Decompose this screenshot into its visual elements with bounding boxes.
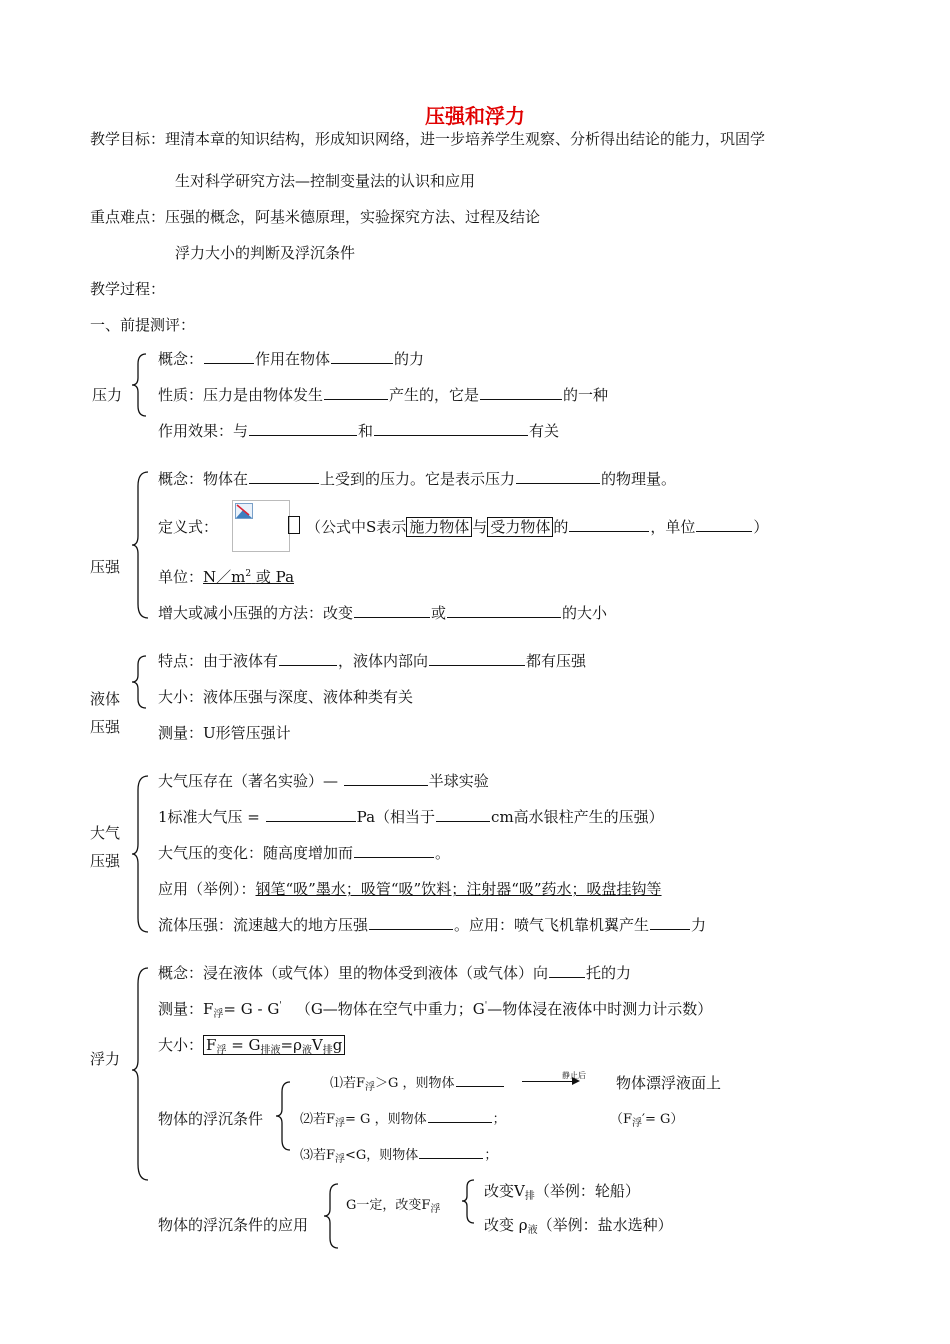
cond2-a: ⑵若F <box>300 1112 336 1127</box>
cond2-e: ′= G） <box>642 1112 684 1127</box>
cond3-c: ； <box>484 1148 498 1163</box>
pressure-method-c: 的大小 <box>562 604 608 622</box>
cond3-a: ⑶若F <box>300 1148 336 1163</box>
liquid-size: 大小：液体压强与深度、液体种类有关 <box>158 688 414 706</box>
pf-effect-a: 作用效果：与 <box>158 422 249 440</box>
brace-pressure <box>132 470 154 620</box>
cond2-row <box>300 1108 506 1129</box>
formula-image-placeholder <box>232 500 290 552</box>
cond3-b: <G，则物体 <box>345 1148 419 1163</box>
buoyancy-label: 浮力 <box>90 1050 121 1068</box>
blank-field[interactable] <box>249 469 319 484</box>
pressure-def-and: 与 <box>472 518 488 536</box>
pf-concept-row <box>158 348 424 369</box>
pf-nature-b: 产生的，它是 <box>389 386 480 404</box>
atmos-std-a: 1标准大气压 = <box>158 808 260 826</box>
blank-field[interactable] <box>569 517 649 532</box>
measure-sup: ' <box>279 1001 282 1011</box>
pressure-concept-c: 的物理量。 <box>601 470 677 488</box>
fluid-b: 。应用：喷气飞机靠机翼产生 <box>454 916 650 934</box>
measure-d: —物体浸在液体中时测力计示数） <box>487 1000 713 1018</box>
cond1-result: 物体漂浮液面上 <box>616 1074 722 1092</box>
fluid-a: 流体压强：流速越大的地方压强 <box>158 916 369 934</box>
blank-field[interactable] <box>374 421 528 436</box>
formula-sub3: 液 <box>301 1045 312 1056</box>
atmos-label-1: 大气 <box>90 824 121 842</box>
formula-mid: = G <box>226 1036 261 1054</box>
cond2-sub2: 浮 <box>632 1118 643 1129</box>
brace-liquid <box>132 654 152 710</box>
pf-concept-a: 概念： <box>158 350 204 368</box>
atmos-exist-a: 大气压存在（著名实验）— <box>158 772 339 790</box>
brace-conditions <box>276 1080 294 1152</box>
atmos-label-2: 压强 <box>90 852 121 870</box>
cond-label: 物体的浮沉条件 <box>158 1110 264 1128</box>
blank-field[interactable] <box>354 603 430 618</box>
blank-field[interactable] <box>696 517 752 532</box>
liquid-feature-a: 特点：由于液体有 <box>158 652 279 670</box>
change1-b: （举例：轮船） <box>534 1182 640 1200</box>
key-points-line1 <box>90 206 540 227</box>
brace-pressure-force <box>132 352 152 418</box>
pressure-method-b: 或 <box>431 604 447 622</box>
pressure-concept-b: 上受到的压力。它是表示压力 <box>320 470 516 488</box>
liquid-label-1: 液体 <box>90 690 121 708</box>
formula-v: V <box>311 1036 323 1054</box>
unit-n-per-m: N／m <box>203 568 246 586</box>
change-v-row <box>484 1180 640 1202</box>
formula-g: g <box>332 1036 343 1054</box>
cond1-row <box>330 1072 505 1093</box>
liquid-feature-row <box>158 650 586 671</box>
fluid-c: 力 <box>691 916 707 934</box>
cond2-b: = G ，则物体 <box>345 1112 427 1127</box>
pressure-def-e: ） <box>753 518 769 536</box>
cond1-a: ⑴若F <box>330 1076 366 1091</box>
atmos-app-label: 应用（举例）： <box>158 880 256 898</box>
goals-label: 教学目标： <box>90 130 166 148</box>
atmos-app-value: 钢笔“吸”墨水；吸管“吸”饮料；注射器“吸”药水；吸盘挂钩等 <box>255 880 662 898</box>
formula-eq: =ρ <box>280 1036 302 1054</box>
broken-image-icon <box>235 503 253 519</box>
blank-field[interactable] <box>549 963 585 978</box>
brace-application-sub <box>462 1178 478 1226</box>
atmos-change-a: 大气压的变化：随高度增加而 <box>158 844 354 862</box>
blank-field[interactable] <box>354 843 434 858</box>
pressure-unit-row <box>158 566 294 587</box>
atmos-std-c: cm高水银柱产生的压强） <box>491 808 664 826</box>
process-label: 教学过程： <box>90 280 166 298</box>
key-points-text-1: 压强的概念，阿基米德原理，实验探究方法、过程及结论 <box>165 208 541 226</box>
change2-b: （举例：盐水选种） <box>537 1216 673 1234</box>
cond2-sub: 浮 <box>335 1118 346 1129</box>
blank-field[interactable] <box>480 385 562 400</box>
blank-field[interactable] <box>650 915 690 930</box>
pressure-label: 压强 <box>90 558 121 576</box>
key-points-label: 重点难点： <box>90 208 166 226</box>
pressure-def-a: （公式中S表示 <box>306 518 407 536</box>
application-label: 物体的浮沉条件的应用 <box>158 1216 309 1234</box>
buoyancy-concept-row <box>158 962 631 983</box>
blank-field[interactable] <box>344 771 428 786</box>
change1-a: 改变V <box>484 1182 525 1200</box>
pf-nature-row <box>158 384 608 405</box>
liquid-feature-b: ，液体内部向 <box>338 652 429 670</box>
blank-field[interactable] <box>447 603 561 618</box>
formula-sub4: 排 <box>322 1045 333 1056</box>
arrow-line <box>522 1081 574 1082</box>
change1-sub: 排 <box>524 1191 535 1202</box>
pressure-def-row <box>306 516 768 537</box>
applier-object-box: 施力物体 <box>406 517 472 537</box>
atmos-standard-row <box>158 806 664 827</box>
buoyancy-measure-row: 测量：$F_浮= G - G'$ （G—物体在空气中重力；G'—物体浸在液体中时测力计示数） <box>158 1000 713 1020</box>
atmos-std-b: Pa（相当于 <box>356 808 436 826</box>
buoyancy-size-row <box>158 1034 345 1056</box>
measure-c: （G—物体在空气中重力；G <box>295 1000 485 1018</box>
blank-field[interactable] <box>324 385 388 400</box>
pf-effect-row <box>158 420 559 441</box>
g-const-row <box>346 1194 440 1215</box>
pressure-method-a: 增大或减小压强的方法：改变 <box>158 604 354 622</box>
goals-text-1: 理清本章的知识结构，形成知识网络，进一步培养学生观察、分析得出结论的能力，巩固学 <box>165 130 766 148</box>
blank-field[interactable] <box>204 349 254 364</box>
atmos-change-b: 。 <box>435 844 451 862</box>
pf-effect-b: 和 <box>358 422 374 440</box>
pressure-def-d: ，单位 <box>650 518 696 536</box>
brace-buoyancy <box>132 966 154 1184</box>
fluid-pressure-row <box>158 914 706 935</box>
atmos-change-row <box>158 842 450 863</box>
pf-effect-c: 有关 <box>529 422 560 440</box>
unit-pa: 或 Pa <box>255 568 295 586</box>
cond1-sub: 浮 <box>365 1082 376 1093</box>
blank-field[interactable] <box>369 915 453 930</box>
measure-f: 测量：F <box>158 1000 214 1018</box>
pressure-concept-a: 概念：物体在 <box>158 470 249 488</box>
blank-field[interactable] <box>456 1072 504 1087</box>
blank-field[interactable] <box>436 807 490 822</box>
cond3-sub: 浮 <box>335 1154 346 1165</box>
section1-label: 一、前提测评： <box>90 316 196 334</box>
atmos-application-row <box>158 878 662 899</box>
pf-concept-b: 作用在物体 <box>255 350 331 368</box>
cond2-note <box>610 1108 683 1129</box>
formula-box <box>288 516 300 534</box>
formula-sub2: 排液 <box>260 1045 281 1056</box>
pressure-unit-value <box>203 568 294 586</box>
blank-field[interactable] <box>249 421 357 436</box>
blank-field[interactable] <box>266 807 356 822</box>
cond2-d: （F <box>610 1112 633 1127</box>
cond3-row <box>300 1144 497 1165</box>
pressure-def-c: 的 <box>553 518 569 536</box>
g-const-a: G一定，改变F <box>346 1198 431 1213</box>
pf-nature-a: 性质：压力是由物体发生 <box>158 386 324 404</box>
pressure-def-label: 定义式： <box>158 518 219 536</box>
blank-field[interactable] <box>279 651 337 666</box>
formula-f: F <box>206 1036 217 1054</box>
liquid-label-2: 压强 <box>90 718 121 736</box>
g-const-sub: 浮 <box>430 1204 441 1215</box>
archimedes-formula-box <box>203 1035 345 1055</box>
atmos-exist-b: 半球实验 <box>428 772 489 790</box>
change2-sub: 液 <box>527 1225 538 1236</box>
goals-line2: 生对科学研究方法—控制变量法的认识和应用 <box>175 172 476 190</box>
blank-field[interactable] <box>516 469 600 484</box>
formula-sub1: 浮 <box>216 1045 227 1056</box>
pressure-force-label: 压力 <box>92 386 123 404</box>
pressure-method-row <box>158 602 607 623</box>
liquid-feature-c: 都有压强 <box>526 652 587 670</box>
unit-sup: 2 <box>245 569 252 579</box>
page-title: 压强和浮力 <box>425 104 525 128</box>
pf-concept-c: 的力 <box>394 350 425 368</box>
blank-field[interactable] <box>429 651 525 666</box>
pressure-concept-row <box>158 468 676 489</box>
pressure-unit-label: 单位： <box>158 568 204 586</box>
measure-sub: 浮 <box>213 1009 224 1020</box>
atmos-exist-row <box>158 770 489 791</box>
change2-a: 改变 ρ <box>484 1216 528 1234</box>
cond2-c: ； <box>492 1112 506 1127</box>
blank-field[interactable] <box>331 349 393 364</box>
brace-atmos <box>132 774 154 934</box>
buoyancy-concept-a: 概念：浸在液体（或气体）里的物体受到液体（或气体）向 <box>158 964 549 982</box>
brace-application <box>324 1182 342 1250</box>
size-label: 大小： <box>158 1036 204 1054</box>
arrow-text: 静止后 <box>562 1071 586 1080</box>
cond1-b: ＞G ，则物体 <box>375 1076 455 1091</box>
blank-field[interactable] <box>428 1108 492 1123</box>
liquid-measure: 测量：U形管压强计 <box>158 724 291 742</box>
change-rho-row <box>484 1214 673 1236</box>
pf-nature-c: 的一种 <box>563 386 609 404</box>
buoyancy-concept-b: 托的力 <box>586 964 632 982</box>
receiver-object-box: 受力物体 <box>487 517 553 537</box>
key-points-line2: 浮力大小的判断及浮沉条件 <box>175 244 356 262</box>
measure-b: = G - G <box>223 1000 280 1018</box>
goals-line1 <box>90 128 765 149</box>
blank-field[interactable] <box>419 1144 483 1159</box>
